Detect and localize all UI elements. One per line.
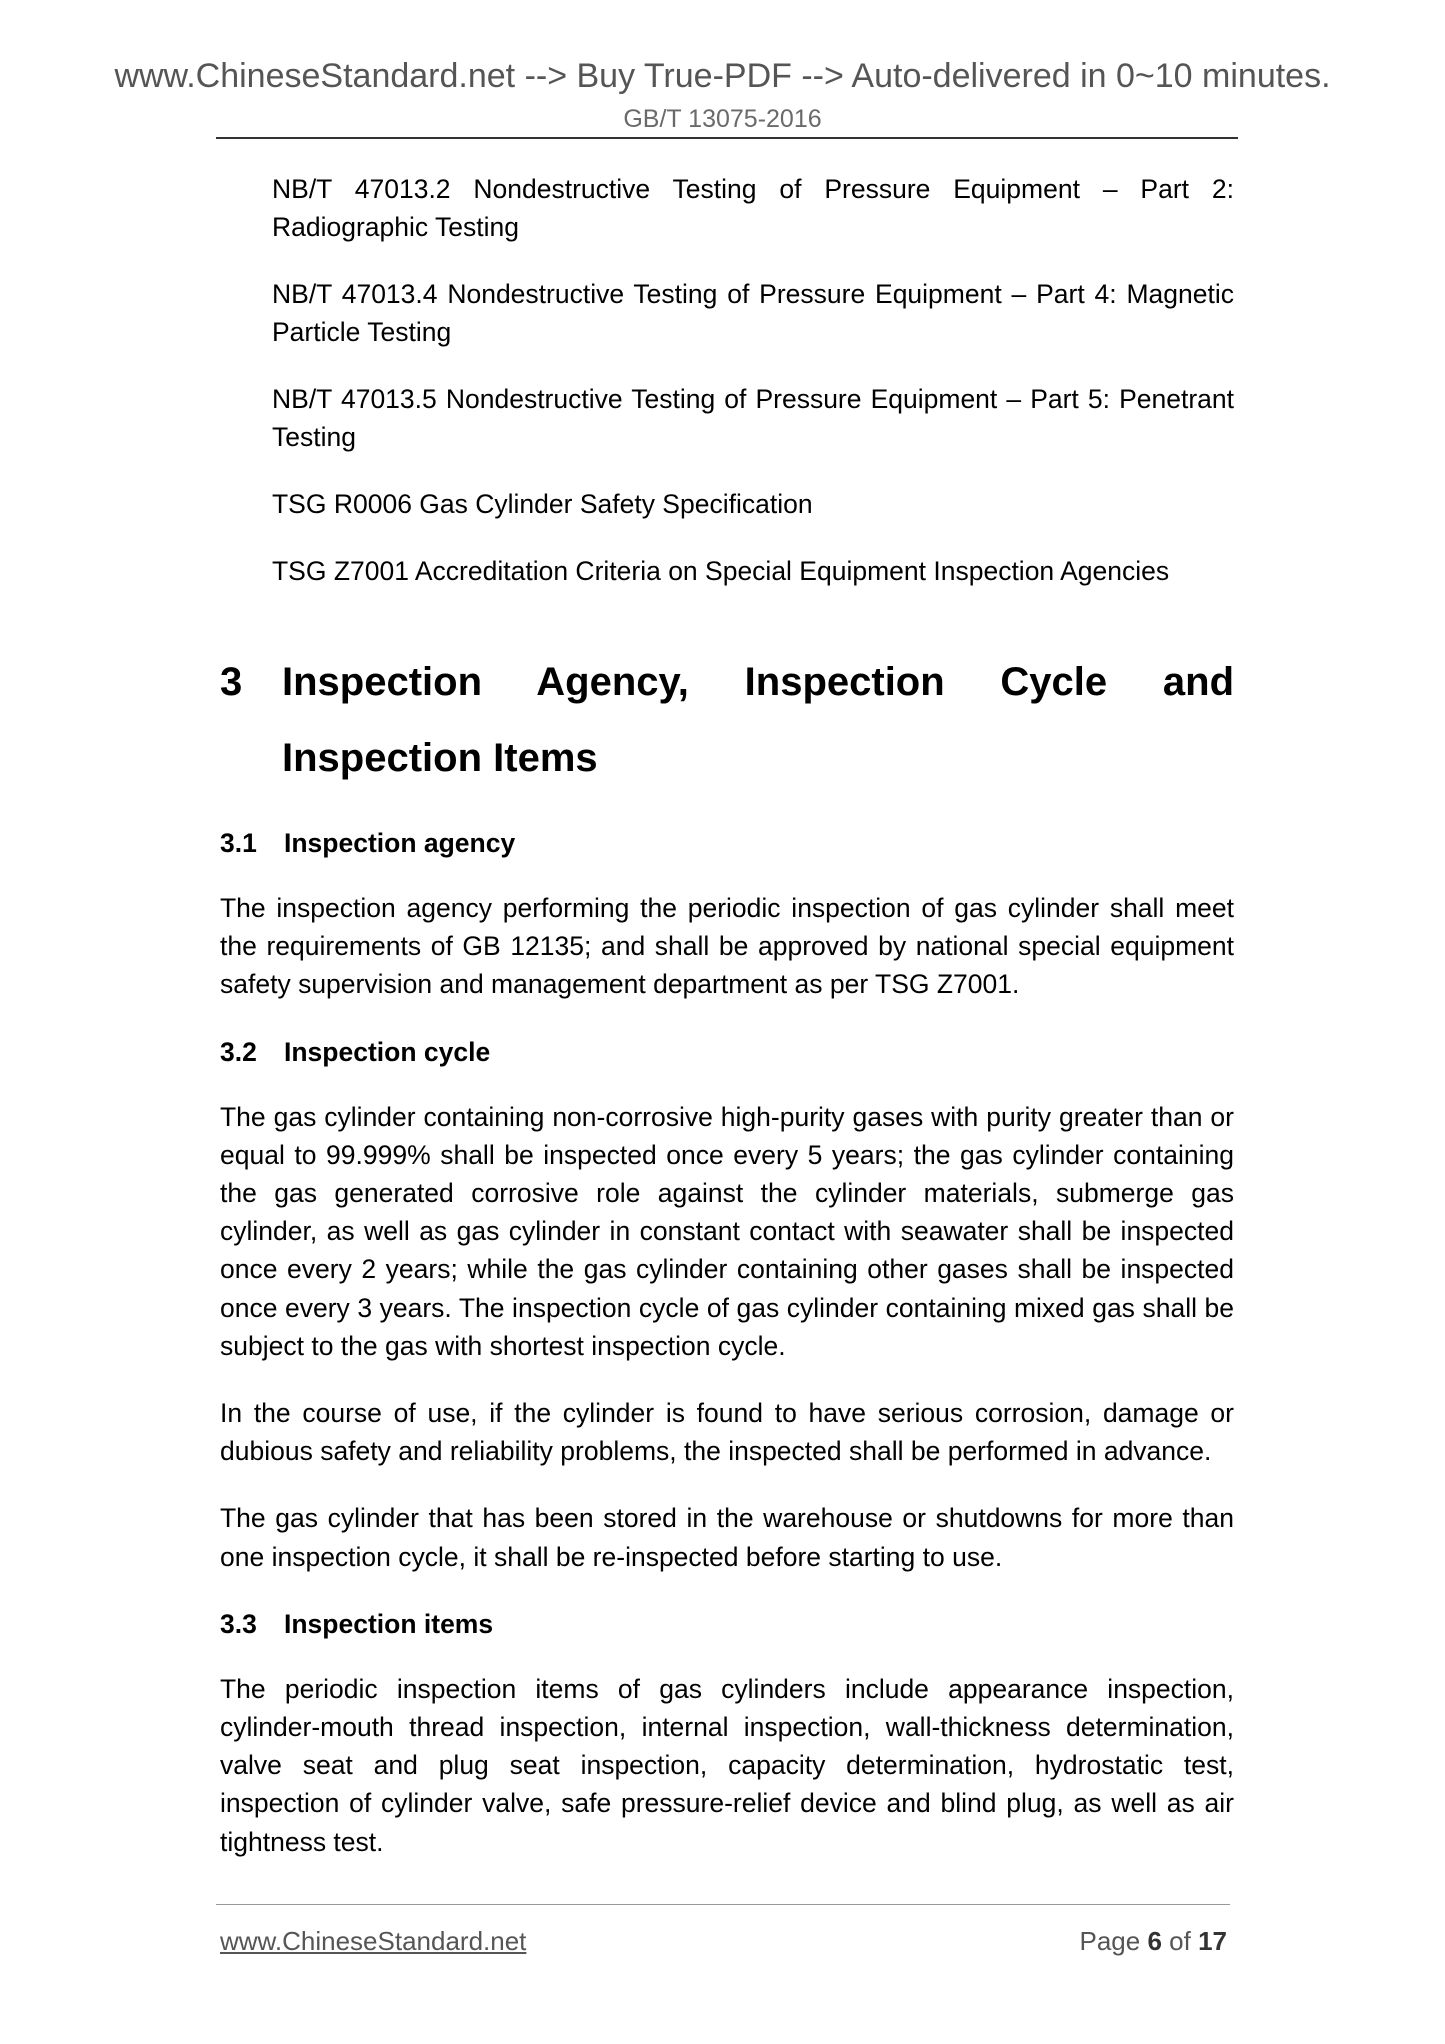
current-page-number: 6: [1147, 1926, 1162, 1956]
site-banner: www.ChineseStandard.net --> Buy True-PDF --> Auto-delivered in 0~10 minutes.: [114, 57, 1331, 95]
subsection-title: Inspection cycle: [284, 1036, 491, 1067]
paragraph: The gas cylinder that has been stored in the warehouse or shutdowns for more than one inspection cycle, it shall be re-inspected before starting to use.: [220, 1503, 1234, 1572]
footer-site-link[interactable]: www.ChineseStandard.net: [220, 1926, 527, 1956]
reference-item: NB/T 47013.5 Nondestructive Testing of Pressure Equipment – Part 5: Penetrant Testing: [272, 384, 1234, 452]
page-label: Page: [1079, 1926, 1141, 1956]
subsection-title: Inspection items: [284, 1608, 494, 1639]
paragraph: The gas cylinder containing non-corrosive high-purity gases with purity greater than or equal to 99.999% shall be inspected once every 5 years; the gas cylinder containing the gas generated corrosive role against the cylinder materials, submerge gas cylinder, as well as gas cylinder in constant contact with seawater shall be inspected once every 2 years; while the gas cylinder containing other gases shall be inspected once every 3 years. The inspection cycle of gas cylinder containing mixed gas shall be subject to the gas with shortest inspection cycle.: [220, 1101, 1234, 1361]
subsection-3-2-heading: [220, 1033, 1234, 1071]
section-number: 3: [220, 660, 243, 704]
paragraph: The periodic inspection items of gas cylinders include appearance inspection, cylinder-mouth thread inspection, internal inspection, wall-thickness determination, valve seat and plug seat inspection, capacity determination, hydrostatic test, inspection of cylinder valve, safe pressure-relief device and blind plug, as well as air tightness test.: [220, 1673, 1234, 1857]
footer-divider: [216, 1904, 1230, 1905]
reference-item: NB/T 47013.4 Nondestructive Testing of Pressure Equipment – Part 4: Magnetic Particle Testing: [272, 279, 1234, 347]
subsection-3-1-heading: [220, 824, 1234, 862]
document-code: GB/T 13075-2016: [623, 105, 822, 133]
section-3-heading: [220, 644, 1234, 796]
reference-item: TSG Z7001 Accreditation Criteria on Special Equipment Inspection Agencies: [272, 556, 1170, 586]
paragraph: In the course of use, if the cylinder is found to have serious corrosion, damage or dubious safety and reliability problems, the inspected shall be performed in advance.: [220, 1398, 1234, 1467]
page-body: [220, 170, 1234, 1890]
paragraph: The inspection agency performing the periodic inspection of gas cylinder shall meet the requirements of GB 12135; and shall be approved by national special equipment safety supervision and management department as per TSG Z7001.: [220, 893, 1234, 1000]
page-indicator: [1079, 1925, 1227, 1957]
subsection-3-3-heading: [220, 1605, 1234, 1643]
subsection-title: Inspection agency: [284, 828, 516, 858]
reference-item: TSG R0006 Gas Cylinder Safety Specification: [272, 489, 813, 519]
subsection-number: 3.3: [220, 1608, 257, 1639]
subsection-number: 3.1: [220, 828, 257, 858]
header-divider: [216, 137, 1238, 139]
reference-item: NB/T 47013.2 Nondestructive Testing of Pressure Equipment – Part 2: Radiographic Testing: [272, 174, 1234, 242]
page-of-label: of: [1169, 1926, 1191, 1956]
subsection-number: 3.2: [220, 1036, 257, 1067]
section-title: Inspection Agency, Inspection Cycle and Inspection Items: [282, 660, 1234, 780]
total-pages-number: 17: [1198, 1926, 1227, 1956]
